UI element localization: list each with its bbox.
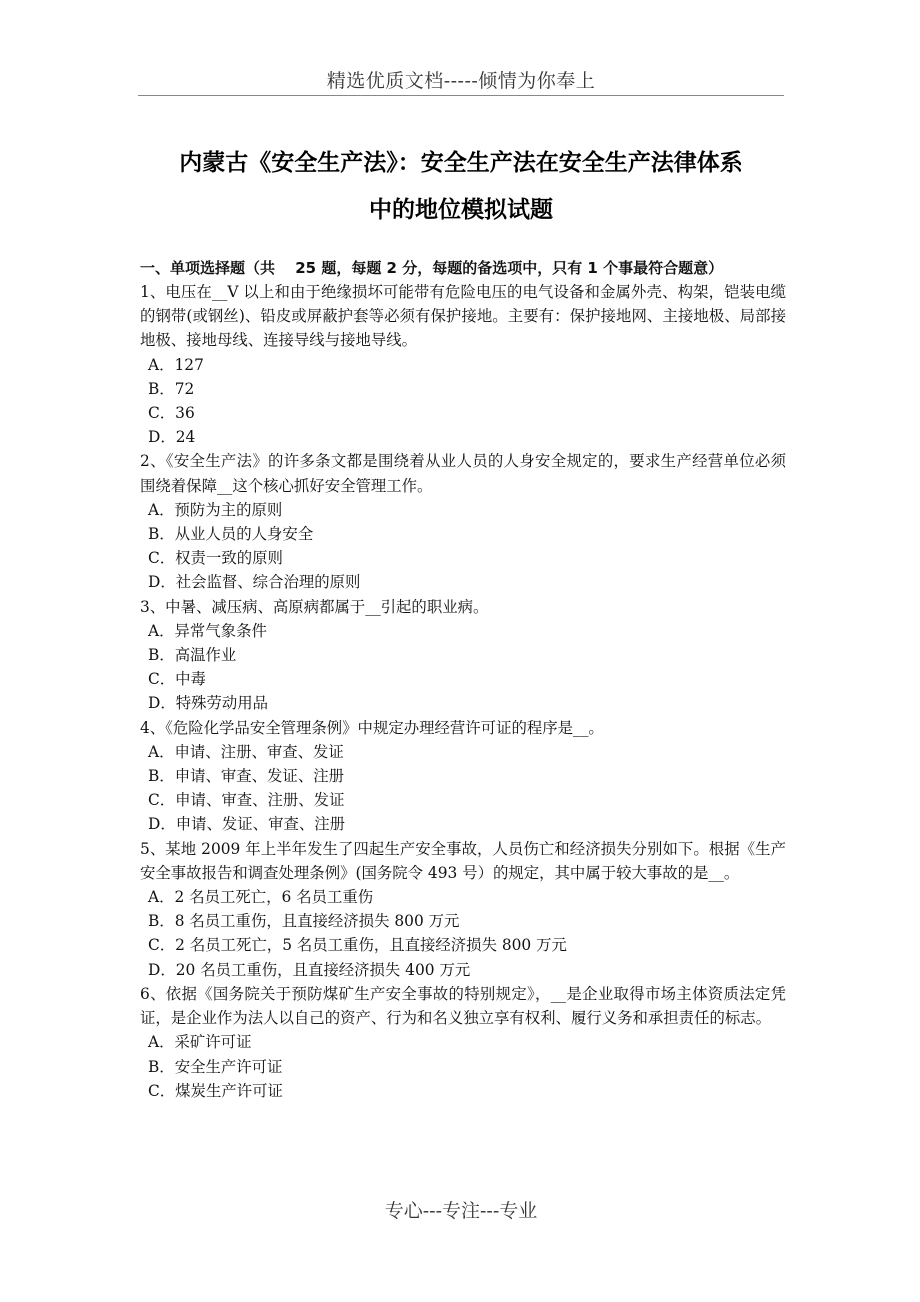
page-header: 精选优质文档-----倾情为你奉上 — [326, 70, 596, 92]
answer-option: A．采矿许可证 — [148, 1033, 252, 1052]
question-stem: 5、某地 2009 年上半年发生了四起生产安全事故，人员伤亡和经济损失分别如下。根据《生产安全事故报告和调查处理条例》(国务院令 493 号）的规定，其中属于较大事故的是__。 — [140, 839, 786, 882]
question-stem: 3、中暑、减压病、高原病都属于__引起的职业病。 — [140, 597, 489, 616]
question-stem: 6、依据《国务院关于预防煤矿生产安全事故的特别规定》，__是企业取得市场主体资质法定凭证，是企业作为法人以自己的资产、行为和名义独立享有权利、履行义务和承担责任的标志。 — [140, 984, 786, 1028]
exam-content — [140, 256, 786, 1103]
question-item — [140, 595, 786, 716]
question-list — [140, 280, 786, 1103]
answer-option: A．异常气象条件 — [148, 621, 267, 640]
answer-option: A．申请、注册、审查、发证 — [148, 742, 344, 761]
title-line-1: 内蒙古《安全生产法》：安全生产法在安全生产法律体系 — [179, 150, 743, 176]
answer-option: C．36 — [148, 404, 195, 423]
answer-option: B．从业人员的人身安全 — [148, 525, 314, 544]
answer-option: C．煤炭生产许可证 — [148, 1081, 283, 1100]
answer-option: B．8 名员工重伤，且直接经济损失 800 万元 — [148, 912, 460, 931]
question-item — [140, 716, 786, 837]
answer-option: D．20 名员工重伤，且直接经济损失 400 万元 — [148, 960, 471, 979]
answer-option: B．安全生产许可证 — [148, 1057, 283, 1076]
answer-option: B．72 — [148, 379, 195, 398]
question-stem: 4、《危险化学品安全管理条例》中规定办理经营许可证的程序是__。 — [140, 718, 604, 737]
answer-option: B．申请、审查、发证、注册 — [148, 767, 344, 786]
section-heading: 一、单项选择题（共 25 题，每题 2 分，每题的备选项中，只有 1 个事最符合题意） — [140, 259, 724, 277]
question-item — [140, 280, 786, 449]
question-stem: 1、电压在__V 以上和由于绝缘损坏可能带有危险电压的电气设备和金属外壳、构架，铠装电缆的钢带(或钢丝)、铅皮或屏蔽护套等必须有保护接地。主要有：保护接地网、主接地极、局部接地极、接地母线、连接导线与接地导线。 — [140, 283, 786, 350]
document-title — [138, 140, 784, 234]
answer-option: A．127 — [148, 355, 204, 374]
answer-option: B．高温作业 — [148, 646, 237, 665]
answer-option: A．2 名员工死亡，6 名员工重伤 — [148, 888, 374, 907]
header-divider — [138, 95, 784, 96]
answer-option: A．预防为主的原则 — [148, 500, 283, 519]
answer-option: C．申请、审查、注册、发证 — [148, 791, 345, 810]
question-item — [140, 449, 786, 594]
answer-option: C．2 名员工死亡，5 名员工重伤，且直接经济损失 800 万元 — [148, 936, 567, 955]
answer-option: D．社会监督、综合治理的原则 — [148, 573, 361, 592]
answer-option: C．权责一致的原则 — [148, 549, 283, 568]
question-item — [140, 982, 786, 1103]
answer-option: D．特殊劳动用品 — [148, 694, 269, 713]
question-item — [140, 837, 786, 982]
answer-option: C．中毒 — [148, 670, 206, 689]
page-footer: 专心---专注---专业 — [384, 1200, 538, 1222]
question-stem: 2、《安全生产法》的许多条文都是围绕着从业人员的人身安全规定的，要求生产经营单位必须围绕着保障__这个核心抓好安全管理工作。 — [140, 452, 786, 495]
answer-option: D．申请、发证、审查、注册 — [148, 815, 346, 834]
answer-option: D．24 — [148, 428, 196, 447]
title-line-2: 中的地位模拟试题 — [369, 197, 553, 223]
